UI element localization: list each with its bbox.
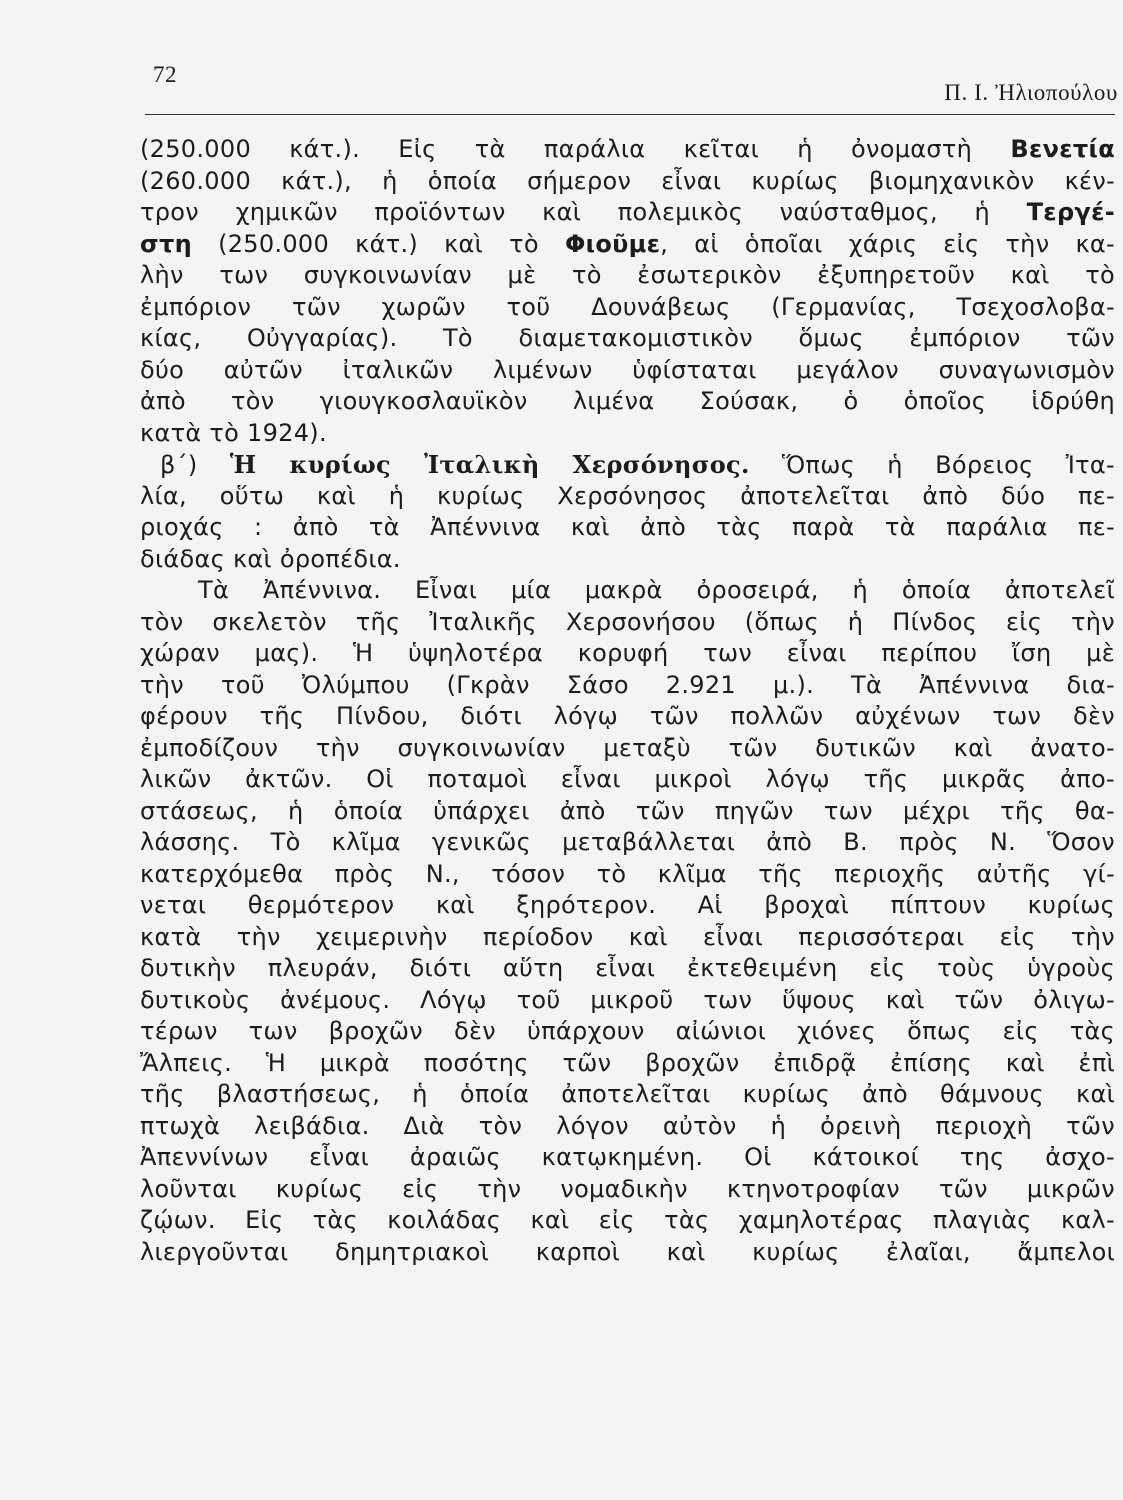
text-line: στάσεως, ἡ ὁποία ὑπάρχει ἀπὸ τῶν πηγῶν των μέχρι τῆς θα-: [140, 796, 1115, 825]
text-line: κατὰ τὸ 1924).: [140, 418, 327, 447]
text-line: τὸν σκελετὸν τῆς Ἰταλικῆς Χερσονήσου (ὅπως ἡ Πίνδος εἰς τὴν: [140, 607, 1115, 636]
running-head-author: Π. Ι. Ἠλιοπούλου: [944, 80, 1118, 105]
paragraph-start-line: Τὰ Ἀπέννινα. Εἶναι μία μακρὰ ὀροσειρά, ἡ ὁποία ἀποτελεῖ: [198, 576, 1115, 604]
text-line: διάδας καὶ ὀροπέδια.: [140, 544, 401, 573]
text-line: τὴν τοῦ Ὀλύμπου (Γκρὰν Σάσο 2.921 μ.). Τὰ Ἀπέννινα δια-: [140, 670, 1115, 699]
text-line: Ἄλπεις. Ἡ μικρὰ ποσότης τῶν βροχῶν ἐπιδρᾷ ἐπίσης καὶ ἐπὶ: [140, 1048, 1115, 1077]
text-line: (250.000 κάτ.). Εἰς τὰ παράλια κεῖται ἡ ὀνομαστὴ Βενετία: [140, 135, 1115, 163]
text-line: στη (250.000 κάτ.) καὶ τὸ Φιοῦμε, αἱ ὁποῖαι χάρις εἰς τὴν κα-: [140, 229, 1115, 258]
text-line: φέρουν τῆς Πίνδου, διότι λόγῳ τῶν πολλῶν αὐχένων των δὲν: [140, 702, 1115, 730]
text-line: δυτικὴν πλευράν, διότι αὕτη εἶναι ἐκτεθειμένη εἰς τοὺς ὑγροὺς: [140, 954, 1115, 982]
text-line: δυτικοὺς ἀνέμους. Λόγῳ τοῦ μικροῦ των ὕψους καὶ τῶν ὀλιγω-: [140, 985, 1115, 1014]
header-rule: [145, 114, 1115, 115]
text-line: λία, οὕτω καὶ ἡ κυρίως Χερσόνησος ἀποτελεῖται ἀπὸ δύο πε-: [140, 481, 1115, 510]
text-line: χώραν μας). Ἡ ὑψηλοτέρα κορυφή των εἶναι περίπου ἴση μὲ: [140, 639, 1115, 667]
text-line: λιεργοῦνται δημητριακοὶ καρποὶ καὶ κυρίως ἐλαῖαι, ἄμπελοι: [140, 1237, 1115, 1266]
text-line: λικῶν ἀκτῶν. Οἱ ποταμοὶ εἶναι μικροὶ λόγῳ τῆς μικρᾶς ἀπο-: [140, 765, 1115, 793]
text-line: ζῴων. Εἰς τὰς κοιλάδας καὶ εἰς τὰς χαμηλοτέρας πλαγιὰς καλ-: [140, 1206, 1115, 1234]
section-heading-line: β΄) Ἡ κυρίως Ἰταλικὴ Χερσόνησος. Ὅπως ἡ Βόρειος Ἰτα-: [160, 450, 1115, 479]
text-line: λάσσης. Τὸ κλῖμα γενικῶς μεταβάλλεται ἀπὸ Β. πρὸς Ν. Ὅσον: [140, 828, 1115, 856]
text-line: κίας, Οὐγγαρίας). Τὸ διαμετακομιστικὸν ὅμως ἐμπόριον τῶν: [140, 324, 1115, 352]
text-line: τέρων των βροχῶν δὲν ὑπάρχουν αἰώνιοι χιόνες ὅπως εἰς τὰς: [140, 1017, 1115, 1045]
text-line: τρον χημικῶν προϊόντων καὶ πολεμικὸς ναύσταθμος, ἡ Τεργέ-: [140, 198, 1115, 226]
text-line: Ἀπεννίνων εἶναι ἀραιῶς κατῳκημένη. Οἱ κάτοικοί της ἀσχο-: [140, 1143, 1115, 1171]
text-line: κατερχόμεθα πρὸς Ν., τόσον τὸ κλῖμα τῆς περιοχῆς αὐτῆς γί-: [140, 859, 1115, 888]
text-line: (260.000 κάτ.), ἡ ὁποία σήμερον εἶναι κυρίως βιομηχανικὸν κέν-: [140, 166, 1115, 195]
text-line: τῆς βλαστήσεως, ἡ ὁποία ἀποτελεῖται κυρίως ἀπὸ θάμνους καὶ: [140, 1080, 1115, 1108]
text-line: λοῦνται κυρίως εἰς τὴν νομαδικὴν κτηνοτροφίαν τῶν μικρῶν: [140, 1174, 1115, 1203]
text-line: νεται θερμότερον καὶ ξηρότερον. Αἱ βροχαὶ πίπτουν κυρίως: [140, 891, 1115, 919]
text-line: ἐμπόριον τῶν χωρῶν τοῦ Δουνάβεως (Γερμανίας, Τσεχοσλοβα-: [140, 292, 1115, 321]
text-line: ἐμποδίζουν τὴν συγκοινωνίαν μεταξὺ τῶν δυτικῶν καὶ ἀνατο-: [140, 733, 1115, 762]
running-head: [145, 62, 1120, 105]
text-line: κατὰ τὴν χειμερινὴν περίοδον καὶ εἶναι περισσότεραι εἰς τὴν: [140, 922, 1115, 951]
text-line: λὴν των συγκοινωνίαν μὲ τὸ ἐσωτερικὸν ἐξυπηρετοῦν καὶ τὸ: [140, 261, 1115, 289]
page-number: 72: [153, 62, 177, 87]
body-text: [140, 134, 1115, 1268]
text-line: ριοχάς : ἀπὸ τὰ Ἀπέννινα καὶ ἀπὸ τὰς παρὰ τὰ παράλια πε-: [140, 513, 1115, 541]
text-line: πτωχὰ λειβάδια. Διὰ τὸν λόγον αὐτὸν ἡ ὀρεινὴ περιοχὴ τῶν: [140, 1111, 1115, 1140]
text-line: δύο αὐτῶν ἰταλικῶν λιμένων ὑφίσταται μεγάλον συναγωνισμὸν: [140, 355, 1115, 384]
text-line: ἀπὸ τὸν γιουγκοσλαυϊκὸν λιμένα Σούσακ, ὁ ὁποῖος ἱδρύθη: [140, 387, 1115, 415]
